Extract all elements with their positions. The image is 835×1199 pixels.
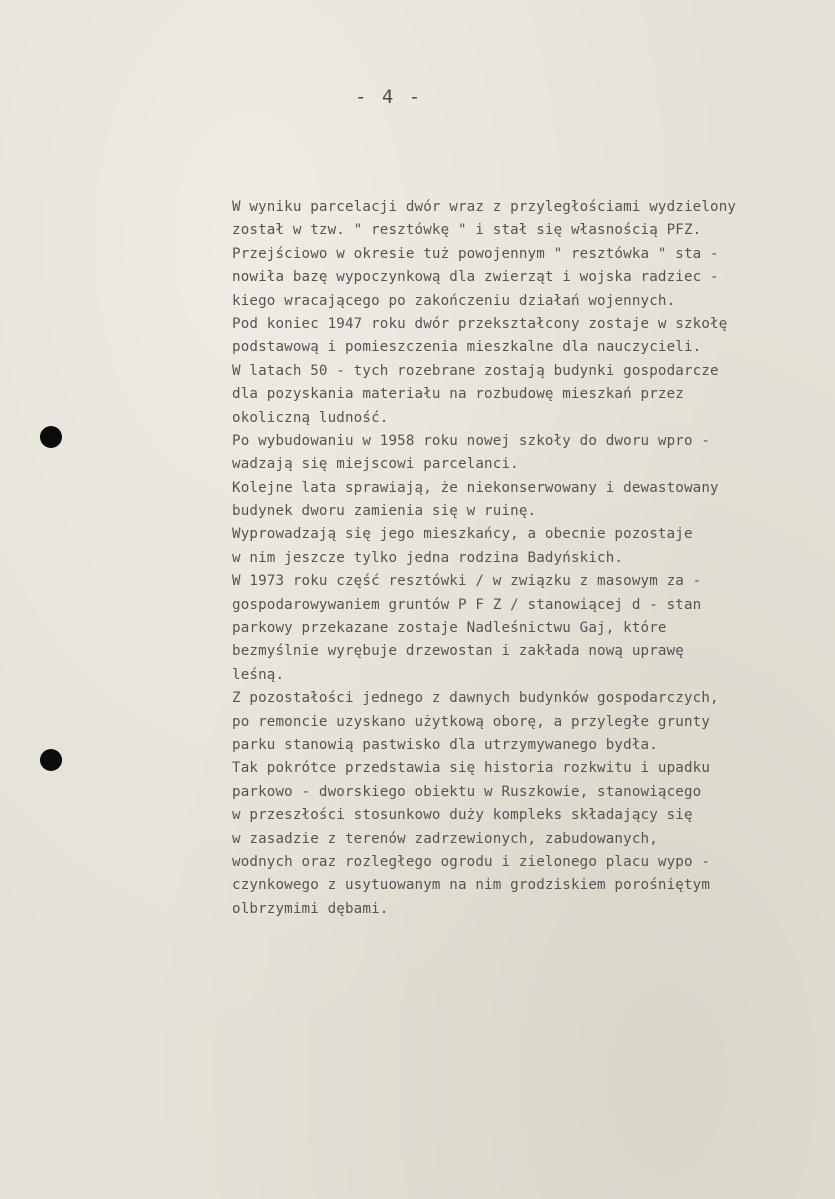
text-line: czynkowego z usytuowanym na nim grodziskiem porośniętym: [232, 877, 711, 894]
text-line: w przeszłości stosunkowo duży kompleks składający się: [232, 807, 693, 824]
text-line: w nim jeszcze tylko jedna rodzina Badyńskich.: [232, 549, 624, 566]
text-line: Wyprowadzają się jego mieszkańcy, a obecnie pozostaje: [232, 526, 693, 543]
text-line: Z pozostałości jednego z dawnych budynków gospodarczych,: [232, 690, 719, 707]
text-line: bezmyślnie wyrębuje drzewostan i zakłada nową uprawę: [232, 643, 684, 660]
text-line: w zasadzie z terenów zadrzewionych, zabudowanych,: [232, 830, 658, 847]
text-line: parkowo - dworskiego obiektu w Ruszkowie, stanowiącego: [232, 783, 702, 800]
text-line: leśną.: [232, 666, 285, 683]
punch-hole-bottom: [40, 749, 62, 771]
typewritten-text: [232, 196, 832, 921]
text-line: olbrzymimi dębami.: [232, 900, 389, 917]
text-line: W latach 50 - tych rozebrane zostają budynki gospodarcze: [232, 362, 719, 379]
text-line: Kolejne lata sprawiają, że niekonserwowany i dewastowany: [232, 479, 719, 496]
text-line: W wyniku parcelacji dwór wraz z przyległościami wydzielony: [232, 199, 737, 215]
text-line: nowiła bazę wypoczynkową dla zwierząt i wojska radziec -: [232, 269, 719, 286]
text-line: Po wybudowaniu w 1958 roku nowej szkoły do dworu wpro -: [232, 432, 711, 449]
text-line: W 1973 roku część resztówki / w związku z masowym za -: [232, 573, 702, 590]
text-line: po remoncie uzyskano użytkową oborę, a przyległe grunty: [232, 713, 711, 730]
punch-hole-top: [40, 426, 62, 448]
text-line: Tak pokrótce przedstawia się historia rozkwitu i upadku: [232, 760, 711, 777]
page-number: - 4 -: [355, 86, 423, 108]
text-line: Pod koniec 1947 roku dwór przekształcony zostaje w szkołę: [232, 315, 728, 332]
text-line: parkowy przekazane zostaje Nadleśnictwu Gaj, które: [232, 620, 667, 637]
text-line: Przejściowo w okresie tuż powojennym " resztówka " sta -: [232, 245, 719, 262]
text-line: parku stanowią pastwisko dla utrzymywanego bydła.: [232, 736, 658, 753]
text-line: gospodarowywaniem gruntów P F Z / stanowiącej d - stan: [232, 596, 702, 613]
text-line: podstawową i pomieszczenia mieszkalne dla nauczycieli.: [232, 339, 702, 356]
text-line: kiego wracającego po zakończeniu działań wojennych.: [232, 292, 676, 309]
text-line: został w tzw. " resztówkę " i stał się własnością PFZ.: [232, 222, 702, 239]
text-line: wodnych oraz rozległego ogrodu i zielonego placu wypo -: [232, 853, 711, 870]
text-line: budynek dworu zamienia się w ruinę.: [232, 503, 537, 520]
text-line: wadzają się miejscowi parcelanci.: [232, 456, 519, 473]
text-line: okoliczną ludność.: [232, 409, 389, 426]
text-line: dla pozyskania materiału na rozbudowę mieszkań przez: [232, 386, 684, 403]
